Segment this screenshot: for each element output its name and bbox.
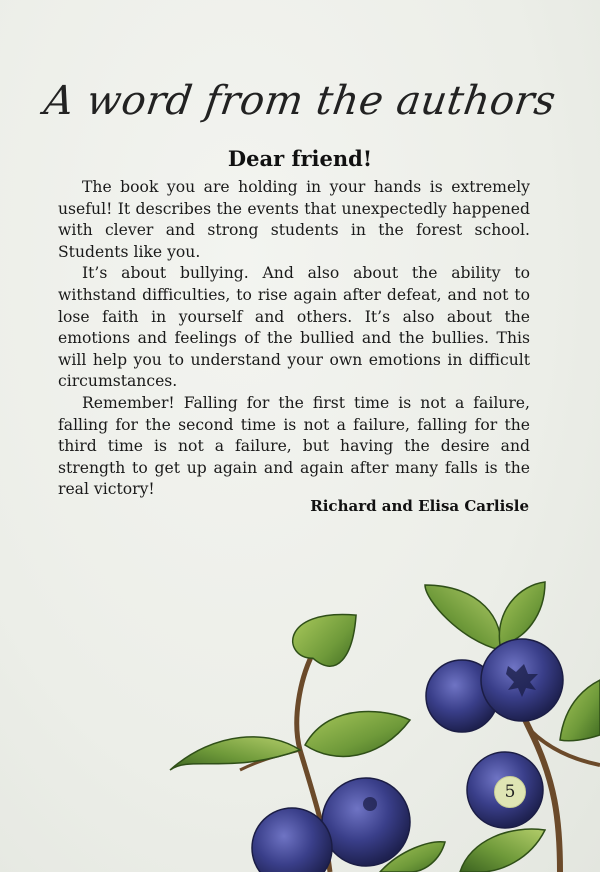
greeting: Dear friend! <box>227 146 373 171</box>
leaf <box>425 585 501 650</box>
page-heading: A word from the authors <box>41 78 559 124</box>
blueberry-branch-illustration <box>0 560 600 872</box>
leaf <box>560 680 600 741</box>
leaf <box>460 829 545 872</box>
page-number: 5 <box>494 776 526 808</box>
body-text <box>58 177 530 501</box>
blueberry <box>322 778 410 866</box>
paragraph: It’s about bullying. And also about the ability to withstand difficulties, to rise again after defeat, and not to lose faith in yourself and others. It’s also about the emotions and feelings of the bullied and the bullies. This will help you to understand your own emotions in difficult circumstances. <box>58 264 530 391</box>
paragraph: Remember! Falling for the first time is not a failure, falling for the second time is not a failure, falling for the third time is not a failure, but having the desire and strength to get up again and again after many falls is the real victory! <box>58 393 530 499</box>
leaf <box>170 737 300 770</box>
leaf <box>305 711 410 756</box>
leaf <box>289 610 364 672</box>
paragraph: The book you are holding in your hands is extremely useful! It describes the events that unexpectedly happened with clever and strong students in the forest school. Students like you. <box>58 178 530 261</box>
leaf <box>499 582 545 645</box>
author-signature: Richard and Elisa Carlisle <box>310 497 529 515</box>
